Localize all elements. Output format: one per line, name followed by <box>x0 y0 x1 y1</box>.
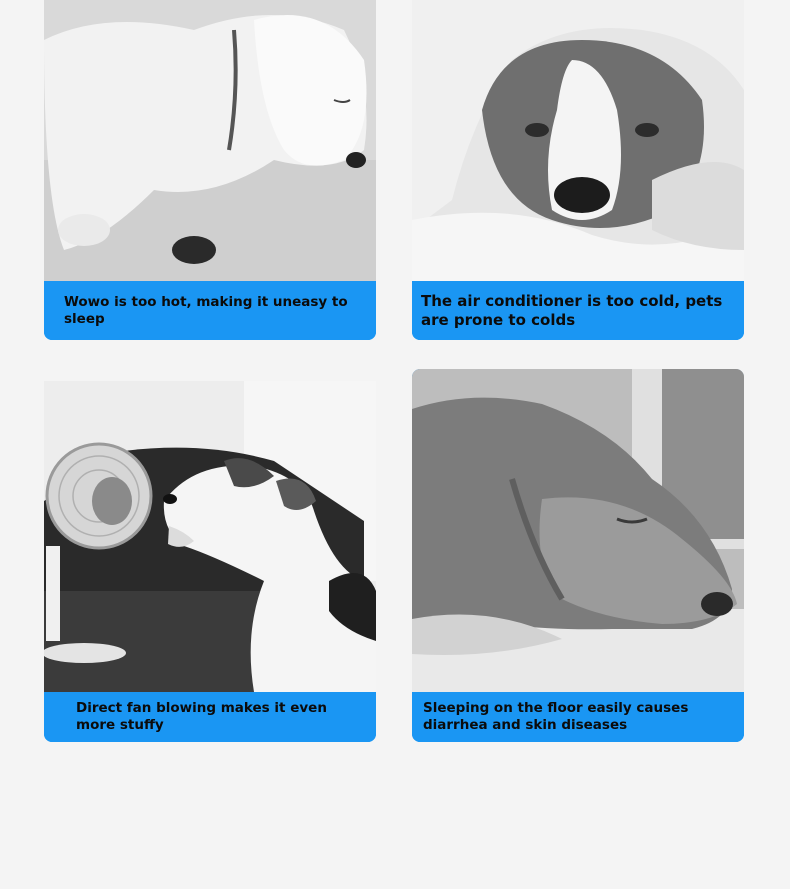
caption-cold: The air conditioner is too cold, pets are prone to colds <box>412 281 744 340</box>
terrier-fan-photo <box>44 381 376 692</box>
caption-hot: Wowo is too hot, making it uneasy to sleep <box>44 281 376 340</box>
caption-fan: Direct fan blowing makes it even more stuffy <box>44 692 376 742</box>
problem-card-hot <box>44 0 376 340</box>
white-dog-sleeping-photo <box>44 0 376 281</box>
beagle-under-blanket-photo <box>412 0 744 281</box>
problem-card-cold <box>412 0 744 340</box>
problem-card-floor <box>412 369 744 742</box>
golden-retriever-floor-photo <box>412 369 744 692</box>
caption-floor: Sleeping on the floor easily causes diarrhea and skin diseases <box>412 692 744 742</box>
problem-card-fan <box>44 381 376 742</box>
